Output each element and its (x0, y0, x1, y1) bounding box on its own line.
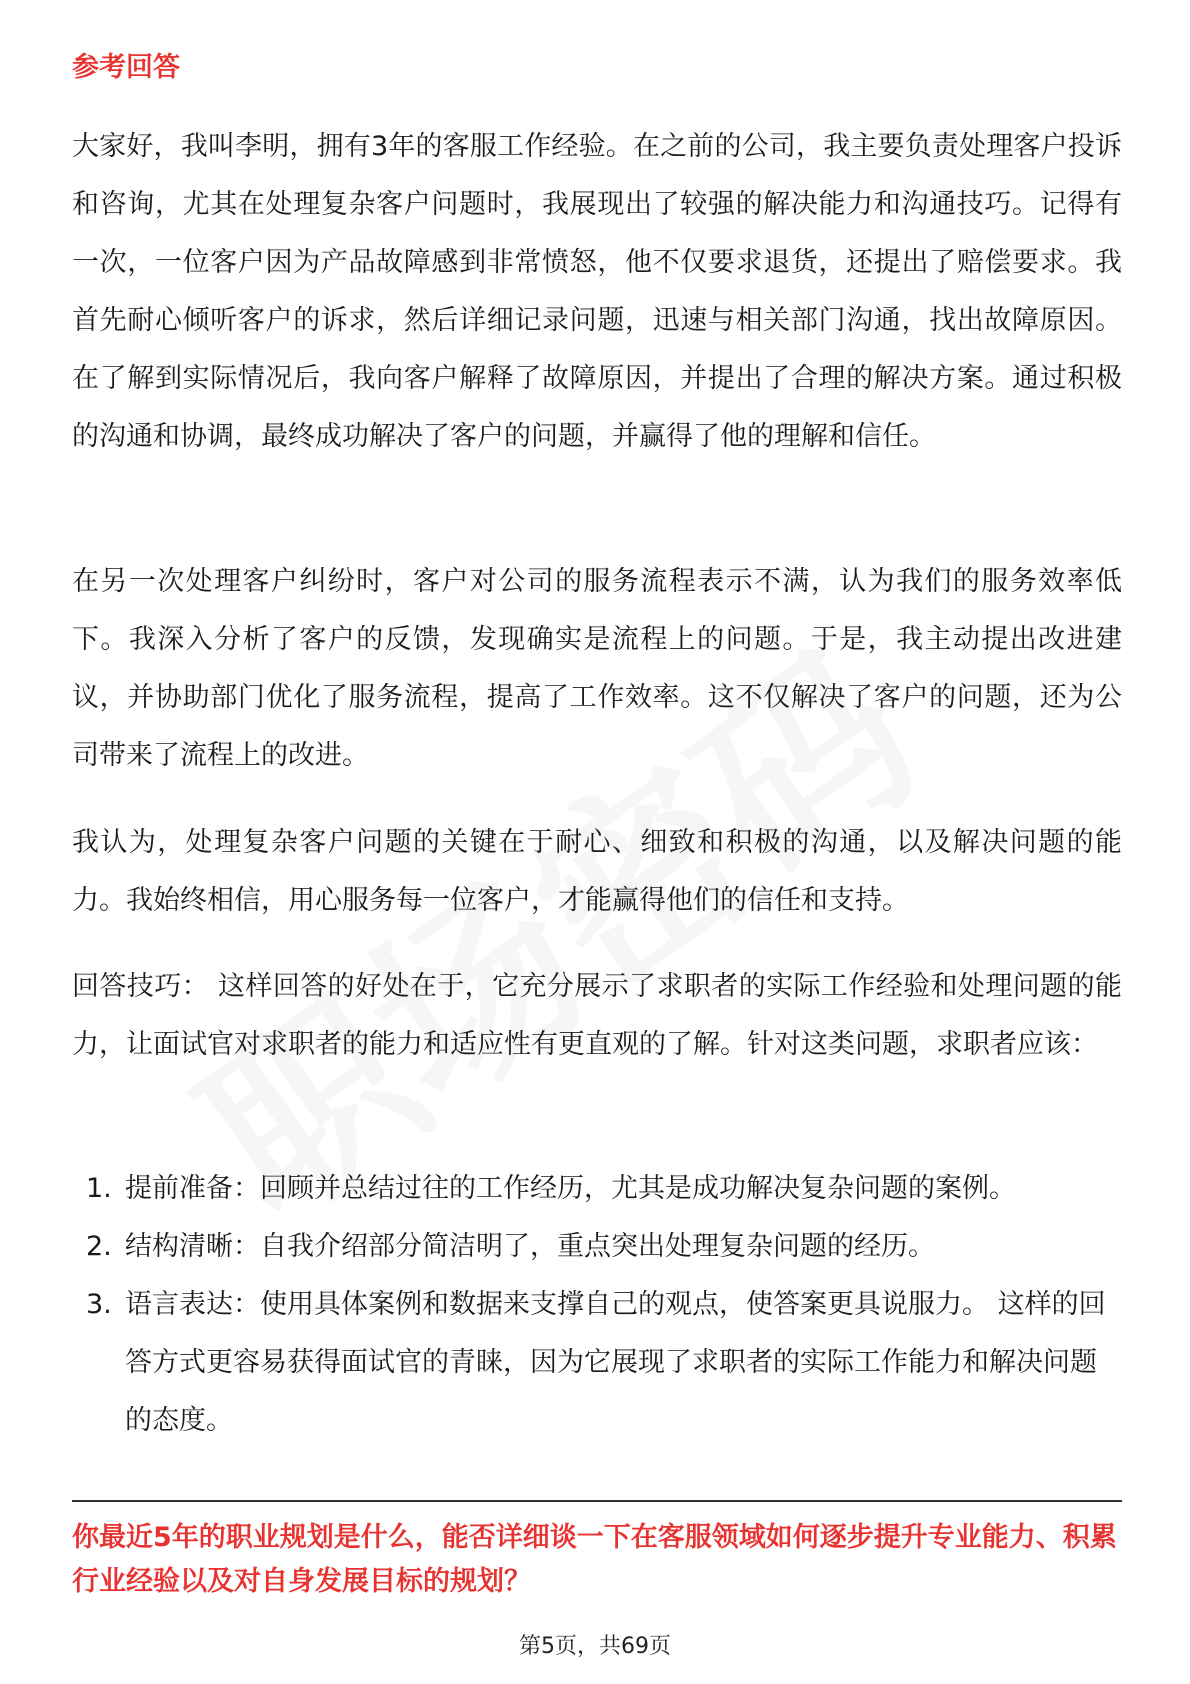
page-footer: 第5页，共69页 (519, 1634, 671, 1659)
answer-paragraph-2: 在另一次处理客户纠纷时，客户对公司的服务流程表示不满，认为我们的服务效率低下。我深入分析了客户的反馈，发现确实是流程上的问题。于是，我主动提出改进建议，并协助部门优化了服务流程，提高了工作效率。这不仅解决了客户的问题，还为公司带来了流程上的改进。 (72, 566, 1122, 771)
list-item-text: 提前准备：回顾并总结过往的工作经历，尤其是成功解决复杂问题的案例。 (125, 1173, 1016, 1204)
answer-paragraph-1: 大家好，我叫李明，拥有3年的客服工作经验。在之前的公司，我主要负责处理客户投诉和咨询，尤其在处理复杂客户问题时，我展现出了较强的解决能力和沟通技巧。记得有一次，一位客户因为产品故障感到非常愤怒，他不仅要求退货，还提出了赔偿要求。我首先耐心倾听客户的诉求，然后详细记录问题，迅速与相关部门沟通，找出故障原因。在了解到实际情况后，我向客户解释了故障原因，并提出了合理的解决方案。通过积极的沟通和协调，最终成功解决了客户的问题，并赢得了他的理解和信任。 (72, 131, 1122, 452)
tips-list (72, 1160, 1122, 1450)
list-item (72, 1218, 1122, 1276)
section-title: 参考回答 (72, 52, 180, 83)
section-divider (72, 1500, 1122, 1502)
answer-paragraph-3: 我认为，处理复杂客户问题的关键在于耐心、细致和积极的沟通，以及解决问题的能力。我始终相信，用心服务每一位客户，才能赢得他们的信任和支持。 (72, 827, 1122, 916)
list-item (72, 1276, 1122, 1450)
list-item-text: 结构清晰：自我介绍部分简洁明了，重点突出处理复杂问题的经历。 (125, 1231, 935, 1262)
next-question: 你最近5年的职业规划是什么，能否详细谈一下在客服领域如何逐步提升专业能力、积累行业经验以及对自身发展目标的规划？ (72, 1522, 1117, 1597)
list-item (72, 1160, 1122, 1218)
list-item-number: 3. (86, 1289, 112, 1320)
list-item-number: 2. (86, 1231, 112, 1262)
list-item-text: 语言表达：使用具体案例和数据来支撑自己的观点，使答案更具说服力。 这样的回答方式更容易获得面试官的青睐，因为它展现了求职者的实际工作能力和解决问题的态度。 (125, 1289, 1106, 1436)
list-item-number: 1. (86, 1173, 112, 1204)
answer-tips-intro: 回答技巧： 这样回答的好处在于，它充分展示了求职者的实际工作经验和处理问题的能力，让面试官对求职者的能力和适应性有更直观的了解。针对这类问题，求职者应该： (72, 971, 1122, 1060)
